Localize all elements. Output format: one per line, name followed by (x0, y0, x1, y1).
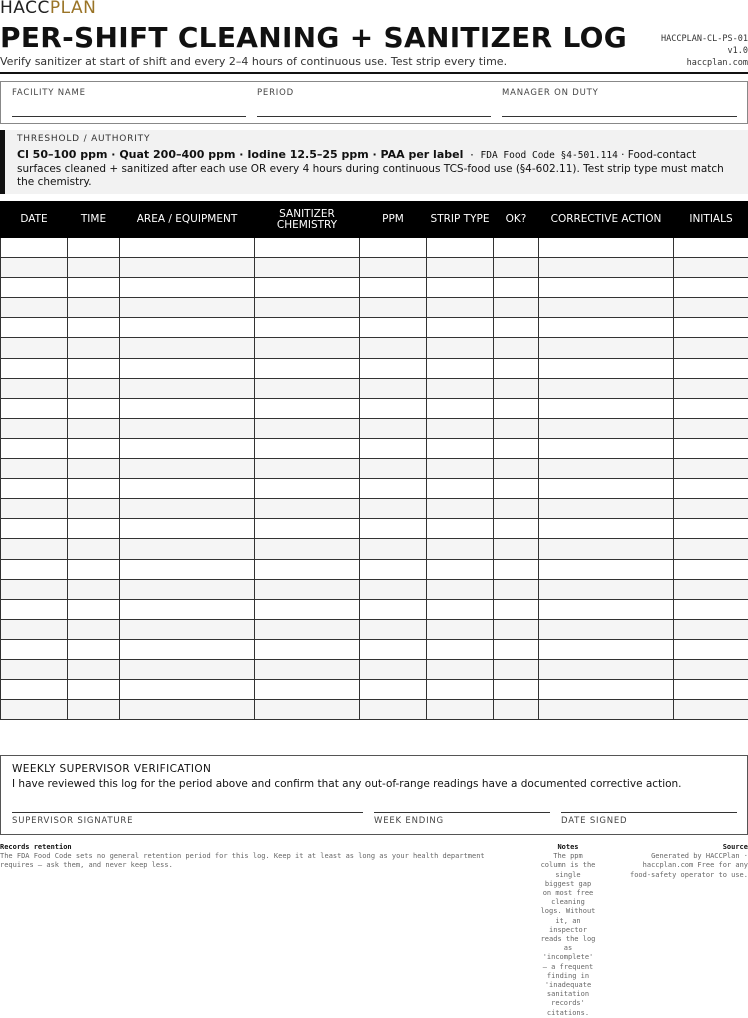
table-cell[interactable] (539, 599, 674, 619)
table-row (1, 358, 748, 378)
table-cell[interactable] (68, 459, 120, 479)
table-cell[interactable] (1, 358, 68, 378)
table-cell[interactable] (674, 479, 748, 499)
table-cell[interactable] (255, 619, 360, 639)
table-cell[interactable] (120, 680, 255, 700)
table-cell[interactable] (255, 539, 360, 559)
table-cell[interactable] (68, 418, 120, 438)
table-cell[interactable] (68, 298, 120, 318)
table-cell[interactable] (120, 278, 255, 298)
supervisor-signature-label: SUPERVISOR SIGNATURE (12, 816, 134, 826)
table-cell[interactable] (674, 318, 748, 338)
table-header-row (1, 202, 748, 238)
table-cell[interactable] (674, 238, 748, 258)
table-cell[interactable] (427, 438, 494, 458)
table-cell[interactable] (255, 700, 360, 720)
table-cell[interactable] (539, 559, 674, 579)
doc-site: haccplan.com (686, 58, 748, 68)
table-cell[interactable] (360, 519, 427, 539)
table-cell[interactable] (674, 659, 748, 679)
table-cell[interactable] (1, 378, 68, 398)
table-cell[interactable] (494, 459, 539, 479)
table-cell[interactable] (674, 539, 748, 559)
retention-heading: Records retention (0, 843, 72, 851)
table-cell[interactable] (427, 539, 494, 559)
table-cell[interactable] (360, 639, 427, 659)
table-cell[interactable] (120, 358, 255, 378)
table-cell[interactable] (1, 619, 68, 639)
table-cell[interactable] (120, 398, 255, 418)
table-cell[interactable] (494, 479, 539, 499)
verification-text: I have reviewed this log for the period above and confirm that any out-of-range readings have a documented corrective action. (12, 778, 682, 790)
table-cell[interactable] (674, 599, 748, 619)
source-text: Generated by HACCPlan · haccplan.com Free for any food-safety operator to use. (629, 852, 748, 879)
table-cell[interactable] (68, 499, 120, 519)
table-cell[interactable] (1, 258, 68, 278)
page-subtitle: Verify sanitizer at start of shift and every 2–4 hours of continuous use. Test strip every time. (0, 55, 508, 68)
table-row (1, 338, 748, 358)
week-ending-field[interactable] (374, 796, 550, 830)
table-cell[interactable] (68, 238, 120, 258)
table-cell[interactable] (120, 539, 255, 559)
facility-name-field[interactable] (12, 82, 246, 123)
column-header-ok: OK? (494, 202, 539, 238)
table-cell[interactable] (674, 338, 748, 358)
table-cell[interactable] (255, 358, 360, 378)
table-cell[interactable] (1, 539, 68, 559)
table-cell[interactable] (427, 378, 494, 398)
table-cell[interactable] (494, 579, 539, 599)
table-cell[interactable] (255, 338, 360, 358)
table-cell[interactable] (427, 700, 494, 720)
doc-code: HACCPLAN-CL-PS-01 (661, 34, 748, 44)
supervisor-signature-line (12, 812, 363, 813)
table-cell[interactable] (1, 499, 68, 519)
table-cell[interactable] (360, 700, 427, 720)
table-cell[interactable] (674, 258, 748, 278)
table-cell[interactable] (494, 680, 539, 700)
table-cell[interactable] (68, 398, 120, 418)
table-cell[interactable] (68, 559, 120, 579)
table-cell[interactable] (68, 258, 120, 278)
table-cell[interactable] (255, 438, 360, 458)
table-row (1, 258, 748, 278)
log-table (0, 201, 748, 720)
brand-part-1: HACC (0, 0, 50, 18)
table-cell[interactable] (427, 358, 494, 378)
manager-on-duty-field[interactable] (502, 82, 737, 123)
table-cell[interactable] (360, 238, 427, 258)
table-cell[interactable] (1, 479, 68, 499)
table-cell[interactable] (539, 579, 674, 599)
table-cell[interactable] (68, 278, 120, 298)
verification-title: WEEKLY SUPERVISOR VERIFICATION (12, 763, 212, 775)
table-cell[interactable] (120, 599, 255, 619)
source (628, 843, 748, 880)
table-cell[interactable] (539, 358, 674, 378)
table-cell[interactable] (255, 378, 360, 398)
table-cell[interactable] (120, 438, 255, 458)
table-cell[interactable] (539, 238, 674, 258)
threshold-body (17, 148, 736, 190)
threshold-code: · FDA Food Code §4-501.114 (463, 150, 618, 161)
table-cell[interactable] (1, 559, 68, 579)
table-cell[interactable] (427, 459, 494, 479)
table-cell[interactable] (1, 398, 68, 418)
table-cell[interactable] (494, 378, 539, 398)
supervisor-verification (0, 755, 748, 835)
table-cell[interactable] (494, 278, 539, 298)
column-header-time: TIME (68, 202, 120, 238)
table-cell[interactable] (427, 579, 494, 599)
table-cell[interactable] (255, 559, 360, 579)
table-cell[interactable] (360, 559, 427, 579)
table-row (1, 619, 748, 639)
page-title: PER-SHIFT CLEANING + SANITIZER LOG (0, 21, 628, 54)
table-row (1, 479, 748, 499)
table-cell[interactable] (427, 680, 494, 700)
table-cell[interactable] (120, 318, 255, 338)
table-cell[interactable] (360, 619, 427, 639)
column-header-corrective-action: CORRECTIVE ACTION (539, 202, 674, 238)
table-cell[interactable] (360, 438, 427, 458)
table-cell[interactable] (1, 338, 68, 358)
table-cell[interactable] (1, 418, 68, 438)
table-cell[interactable] (427, 619, 494, 639)
table-cell[interactable] (120, 659, 255, 679)
table-cell[interactable] (539, 619, 674, 639)
table-row (1, 499, 748, 519)
table-cell[interactable] (427, 519, 494, 539)
week-ending-label: WEEK ENDING (374, 816, 444, 826)
threshold-text: · Food-contact surfaces cleaned + sanitized after each use OR every 4 hours during continuous TCS-food use (§4-602.11). Test strip type must match the chemistry. (17, 149, 724, 188)
table-row (1, 318, 748, 338)
table-cell[interactable] (427, 479, 494, 499)
table-cell[interactable] (360, 459, 427, 479)
table-cell[interactable] (255, 398, 360, 418)
table-cell[interactable] (539, 539, 674, 559)
table-cell[interactable] (360, 680, 427, 700)
table-cell[interactable] (494, 338, 539, 358)
table-cell[interactable] (255, 238, 360, 258)
header-fields (0, 81, 748, 124)
table-cell[interactable] (120, 579, 255, 599)
table-cell[interactable] (494, 499, 539, 519)
table-cell[interactable] (1, 298, 68, 318)
table-cell[interactable] (494, 639, 539, 659)
notes-text: The ppm column is the single biggest gap on most free cleaning logs. Without it, an inspector reads the log as 'incomplete' — a frequent finding in 'inadequate sanitation records' citations. (540, 852, 596, 1017)
table-row (1, 599, 748, 619)
table-row (1, 378, 748, 398)
supervisor-signature-field[interactable] (12, 796, 363, 830)
table-cell[interactable] (674, 519, 748, 539)
table-cell[interactable] (120, 559, 255, 579)
table-row (1, 559, 748, 579)
date-signed-label: DATE SIGNED (561, 816, 628, 826)
table-cell[interactable] (539, 519, 674, 539)
table-cell[interactable] (120, 338, 255, 358)
table-cell[interactable] (494, 438, 539, 458)
facility-name-label: FACILITY NAME (12, 88, 86, 98)
log-table-body (1, 238, 748, 720)
table-cell[interactable] (539, 659, 674, 679)
table-cell[interactable] (1, 700, 68, 720)
table-cell[interactable] (68, 358, 120, 378)
table-cell[interactable] (120, 519, 255, 539)
table-cell[interactable] (255, 659, 360, 679)
notes (540, 843, 596, 1018)
table-row (1, 680, 748, 700)
table-cell[interactable] (674, 680, 748, 700)
table-cell[interactable] (494, 519, 539, 539)
table-cell[interactable] (1, 599, 68, 619)
table-cell[interactable] (427, 599, 494, 619)
table-cell[interactable] (427, 318, 494, 338)
table-cell[interactable] (674, 378, 748, 398)
table-cell[interactable] (120, 378, 255, 398)
threshold-box (0, 130, 748, 194)
table-cell[interactable] (674, 700, 748, 720)
column-header-sanitizer-chemistry: SANITIZER CHEMISTRY (255, 202, 360, 238)
table-cell[interactable] (360, 659, 427, 679)
table-row (1, 278, 748, 298)
table-cell[interactable] (674, 278, 748, 298)
table-cell[interactable] (255, 599, 360, 619)
table-cell[interactable] (1, 680, 68, 700)
table-cell[interactable] (674, 499, 748, 519)
table-cell[interactable] (427, 238, 494, 258)
column-header-date: DATE (1, 202, 68, 238)
table-cell[interactable] (360, 539, 427, 559)
table-cell[interactable] (494, 539, 539, 559)
table-cell[interactable] (674, 438, 748, 458)
table-cell[interactable] (68, 318, 120, 338)
table-cell[interactable] (674, 358, 748, 378)
table-cell[interactable] (539, 418, 674, 438)
table-cell[interactable] (494, 398, 539, 418)
retention-text: The FDA Food Code sets no general retention period for this log. Keep it at least as long as your health department requires — ask them, and never keep less. (0, 852, 485, 870)
table-cell[interactable] (255, 639, 360, 659)
date-signed-field[interactable] (561, 796, 737, 830)
table-cell[interactable] (255, 459, 360, 479)
table-cell[interactable] (494, 700, 539, 720)
table-cell[interactable] (427, 258, 494, 278)
table-cell[interactable] (1, 639, 68, 659)
table-cell[interactable] (120, 298, 255, 318)
column-header-area-equipment: AREA / EQUIPMENT (120, 202, 255, 238)
table-cell[interactable] (494, 298, 539, 318)
table-cell[interactable] (539, 639, 674, 659)
table-cell[interactable] (1, 519, 68, 539)
table-cell[interactable] (674, 639, 748, 659)
table-row (1, 539, 748, 559)
table-cell[interactable] (427, 298, 494, 318)
table-cell[interactable] (360, 499, 427, 519)
table-cell[interactable] (360, 599, 427, 619)
table-cell[interactable] (539, 680, 674, 700)
table-cell[interactable] (1, 318, 68, 338)
table-cell[interactable] (68, 680, 120, 700)
table-cell[interactable] (120, 639, 255, 659)
table-row (1, 579, 748, 599)
table-cell[interactable] (360, 358, 427, 378)
table-cell[interactable] (539, 438, 674, 458)
table-cell[interactable] (494, 358, 539, 378)
manager-on-duty-line (502, 116, 737, 117)
table-cell[interactable] (255, 318, 360, 338)
table-cell[interactable] (68, 619, 120, 639)
table-row (1, 459, 748, 479)
table-row (1, 418, 748, 438)
column-header-strip-type: STRIP TYPE (427, 202, 494, 238)
table-cell[interactable] (68, 378, 120, 398)
table-cell[interactable] (68, 639, 120, 659)
table-row (1, 438, 748, 458)
table-cell[interactable] (1, 579, 68, 599)
table-cell[interactable] (1, 459, 68, 479)
table-cell[interactable] (360, 579, 427, 599)
table-cell[interactable] (539, 499, 674, 519)
table-cell[interactable] (120, 700, 255, 720)
table-cell[interactable] (494, 258, 539, 278)
table-cell[interactable] (427, 559, 494, 579)
table-cell[interactable] (427, 418, 494, 438)
table-cell[interactable] (120, 258, 255, 278)
table-cell[interactable] (674, 298, 748, 318)
table-row (1, 659, 748, 679)
table-cell[interactable] (360, 418, 427, 438)
table-cell[interactable] (255, 519, 360, 539)
table-cell[interactable] (539, 700, 674, 720)
table-cell[interactable] (360, 318, 427, 338)
table-cell[interactable] (674, 418, 748, 438)
table-row (1, 519, 748, 539)
table-cell[interactable] (255, 499, 360, 519)
table-cell[interactable] (255, 579, 360, 599)
table-cell[interactable] (1, 278, 68, 298)
table-cell[interactable] (427, 278, 494, 298)
period-field[interactable] (257, 82, 491, 123)
table-cell[interactable] (427, 338, 494, 358)
table-cell[interactable] (68, 539, 120, 559)
table-cell[interactable] (427, 639, 494, 659)
table-cell[interactable] (674, 579, 748, 599)
table-cell[interactable] (494, 418, 539, 438)
table-cell[interactable] (68, 519, 120, 539)
table-cell[interactable] (1, 238, 68, 258)
notes-heading: Notes (557, 843, 579, 851)
table-row (1, 700, 748, 720)
table-cell[interactable] (539, 258, 674, 278)
table-cell[interactable] (539, 398, 674, 418)
date-signed-line (561, 812, 737, 813)
table-cell[interactable] (120, 418, 255, 438)
table-cell[interactable] (674, 398, 748, 418)
table-row (1, 238, 748, 258)
manager-on-duty-label: MANAGER ON DUTY (502, 88, 599, 98)
table-cell[interactable] (360, 479, 427, 499)
table-cell[interactable] (120, 238, 255, 258)
table-cell[interactable] (494, 599, 539, 619)
period-label: PERIOD (257, 88, 294, 98)
table-cell[interactable] (427, 659, 494, 679)
table-cell[interactable] (120, 619, 255, 639)
table-cell[interactable] (360, 338, 427, 358)
table-cell[interactable] (68, 338, 120, 358)
source-heading: Source (722, 843, 748, 851)
table-cell[interactable] (120, 499, 255, 519)
table-cell[interactable] (494, 659, 539, 679)
table-cell[interactable] (360, 258, 427, 278)
table-cell[interactable] (494, 619, 539, 639)
table-cell[interactable] (68, 579, 120, 599)
table-cell[interactable] (1, 659, 68, 679)
table-cell[interactable] (674, 559, 748, 579)
table-cell[interactable] (494, 559, 539, 579)
week-ending-line (374, 812, 550, 813)
table-cell[interactable] (427, 398, 494, 418)
header-rule (0, 72, 748, 74)
table-cell[interactable] (68, 479, 120, 499)
table-cell[interactable] (674, 459, 748, 479)
column-header-ppm: PPM (360, 202, 427, 238)
table-cell[interactable] (539, 298, 674, 318)
period-line (257, 116, 491, 117)
table-cell[interactable] (255, 298, 360, 318)
table-cell[interactable] (120, 459, 255, 479)
table-row (1, 298, 748, 318)
records-retention (0, 843, 520, 871)
table-cell[interactable] (539, 479, 674, 499)
table-cell[interactable] (494, 238, 539, 258)
table-cell[interactable] (255, 278, 360, 298)
table-cell[interactable] (360, 398, 427, 418)
table-cell[interactable] (255, 258, 360, 278)
table-cell[interactable] (360, 378, 427, 398)
table-cell[interactable] (68, 438, 120, 458)
doc-version: v1.0 (727, 46, 748, 56)
threshold-limits: Cl 50–100 ppm · Quat 200–400 ppm · Iodine 12.5–25 ppm · PAA per label (17, 148, 464, 161)
brand-logo (0, 0, 96, 18)
table-cell[interactable] (494, 318, 539, 338)
doc-meta (661, 33, 748, 69)
table-cell[interactable] (255, 418, 360, 438)
table-cell[interactable] (1, 438, 68, 458)
brand-part-2: PLAN (49, 0, 97, 18)
table-row (1, 639, 748, 659)
table-cell[interactable] (539, 338, 674, 358)
threshold-label: THRESHOLD / AUTHORITY (17, 134, 151, 144)
table-cell[interactable] (539, 318, 674, 338)
table-cell[interactable] (255, 680, 360, 700)
table-cell[interactable] (120, 479, 255, 499)
table-cell[interactable] (360, 278, 427, 298)
table-cell[interactable] (255, 479, 360, 499)
table-cell[interactable] (539, 378, 674, 398)
table-cell[interactable] (539, 459, 674, 479)
table-row (1, 398, 748, 418)
table-cell[interactable] (68, 599, 120, 619)
table-cell[interactable] (68, 659, 120, 679)
table-cell[interactable] (68, 700, 120, 720)
table-cell[interactable] (427, 499, 494, 519)
table-cell[interactable] (360, 298, 427, 318)
facility-name-line (12, 116, 246, 117)
table-cell[interactable] (539, 278, 674, 298)
table-cell[interactable] (674, 619, 748, 639)
column-header-initials: INITIALS (674, 202, 748, 238)
